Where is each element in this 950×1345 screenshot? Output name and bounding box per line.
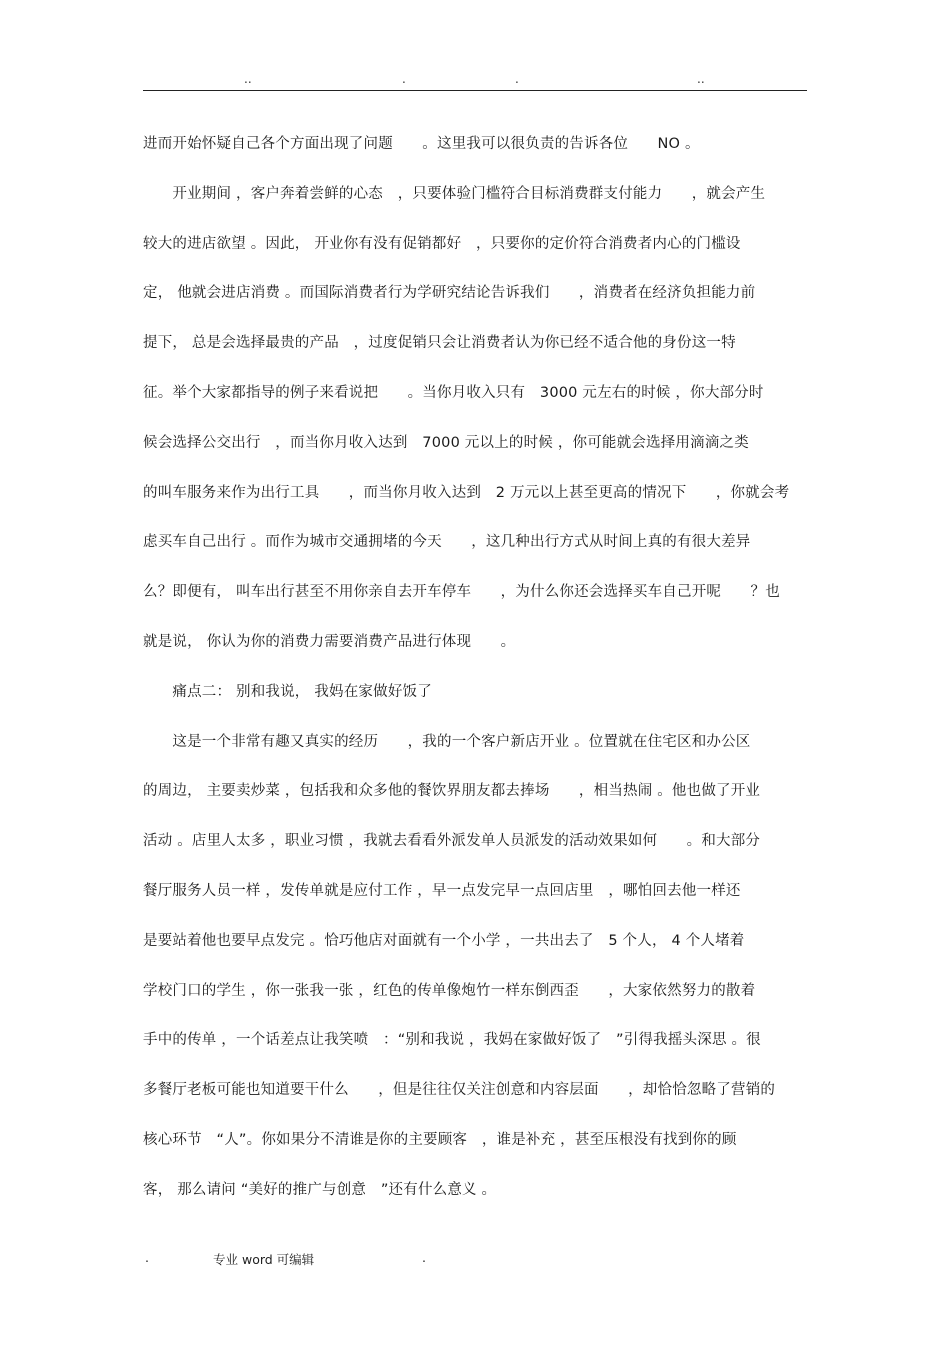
text-line: 的叫车服务来作为出行工具 ，而当你月收入达到 2 万元以上甚至更高的情况下 ，你就会考 <box>143 484 790 501</box>
text-line: 进而开始怀疑自己各个方面出现了问题 。这里我可以很负责的告诉各位 NO 。 <box>143 136 700 152</box>
header-divider <box>143 90 807 91</box>
text-line: 是要站着他也要早点发完 。恰巧他店对面就有一个小学 ，一共出去了 5 个人， 4 个人堵着 <box>143 932 745 949</box>
text-line: 较大的进店欲望 。因此， 开业你有没有促销都好 ，只要你的定价符合消费者内心的门槛设 <box>143 235 741 252</box>
text-line: 客， 那么请问 “美好的推广与创意 ”还有什么意义 。 <box>143 1181 497 1198</box>
text-line: 候会选择公交出行 ，而当你月收入达到 7000 元以上的时候 ，你可能就会选择用滴滴之类 <box>143 434 749 451</box>
text-line: 这是一个非常有趣又真实的经历 ，我的一个客户新店开业 。位置就在住宅区和办公区 <box>143 733 751 750</box>
text-line: 多餐厅老板可能也知道要干什么 ，但是往往仅关注创意和内容层面 ，却恰恰忽略了营销的 <box>143 1082 776 1099</box>
text-line: 核心环节 “人”。你如果分不清谁是你的主要顾客 ，谁是补充 ，甚至压根没有找到你的顾 <box>143 1131 737 1148</box>
header-mark: . <box>515 72 519 86</box>
footer-mark: . <box>145 1250 149 1265</box>
text-line: 提下， 总是会选择最贵的产品 ，过度促销只会让消费者认为你已经不适合他的身份这一特 <box>143 335 736 352</box>
header-mark: .. <box>697 72 705 86</box>
text-line: 么？即便有， 叫车出行甚至不用你亲自去开车停车 ，为什么你还会选择买车自己开呢 ？也 <box>143 584 780 601</box>
header-mark: . <box>402 72 406 86</box>
text-line: 开业期间 ，客户奔着尝鲜的心态 ，只要体验门槛符合目标消费群支付能力 ，就会产生 <box>143 185 766 202</box>
text-line: 学校门口的学生 ，你一张我一张 ，红色的传单像炮竹一样东倒西歪 ，大家依然努力的散着 <box>143 982 756 999</box>
text-line: 就是说， 你认为你的消费力需要消费产品进行体现 。 <box>143 633 516 650</box>
text-line: 征。举个大家都指导的例子来看说把 。当你月收入只有 3000 元左右的时候 ，你大部分时 <box>143 384 764 401</box>
text-line: 餐厅服务人员一样 ，发传单就是应付工作 ，早一点发完早一点回店里 ，哪怕回去他一样还 <box>143 882 741 899</box>
header-mark: .. <box>244 72 252 86</box>
text-line: 活动 。店里人太多 ，职业习惯 ，我就去看看外派发单人员派发的活动效果如何 。和大部分 <box>143 833 761 850</box>
footer-text: 专业 word 可编辑 <box>213 1252 315 1267</box>
footer-mark: . <box>422 1250 426 1265</box>
body-text <box>143 128 807 1224</box>
page-header <box>143 72 807 88</box>
text-line: 的周边， 主要卖炒菜 ，包括我和众多他的餐饮界朋友都去捧场 ，相当热闹 。他也做了开业 <box>143 783 761 800</box>
text-line: 手中的传单 ，一个话差点让我笑喷 ：“别和我说 ，我妈在家做好饭了 ”引得我摇头深思 。很 <box>143 1032 761 1049</box>
section-heading: 痛点二： 别和我说， 我妈在家做好饭了 <box>143 683 432 700</box>
text-line: 定， 他就会进店消费 。而国际消费者行为学研究结论告诉我们 ，消费者在经济负担能力前 <box>143 285 756 302</box>
page-footer <box>143 1250 807 1270</box>
text-line: 虑买车自己出行 。而作为城市交通拥堵的今天 ，这几种出行方式从时间上真的有很大差异 <box>143 534 751 551</box>
